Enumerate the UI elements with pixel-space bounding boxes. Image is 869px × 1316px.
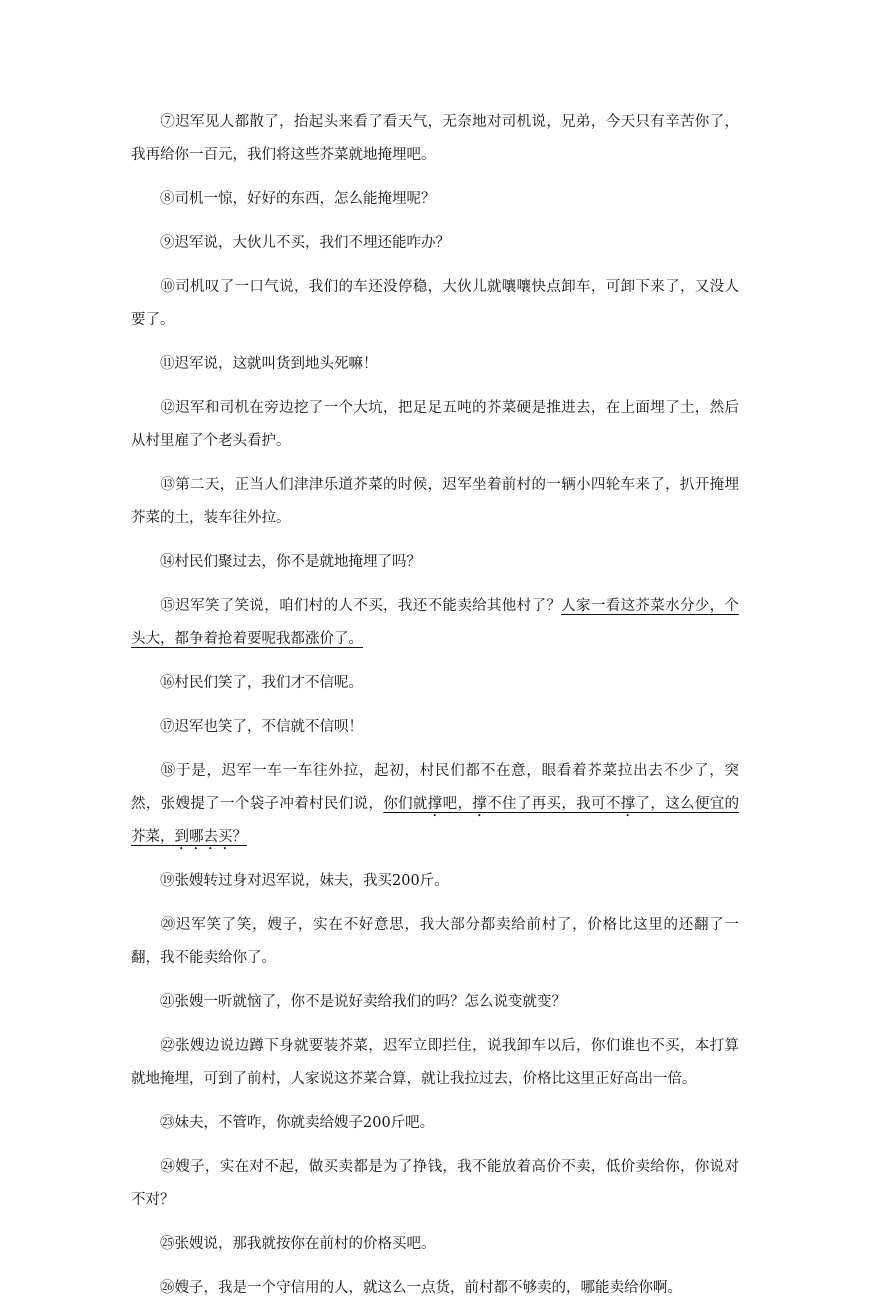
paragraph-24 xyxy=(131,1151,739,1217)
paragraph-25 xyxy=(131,1228,739,1261)
paragraph-19-text: ⑲张嫂转过身对迟军说，妹夫，我买200斤。 xyxy=(160,873,449,889)
paragraph-8-text: ⑧司机一惊，好好的东西，怎么能掩埋呢？ xyxy=(160,191,436,207)
paragraph-7 xyxy=(131,106,739,172)
paragraph-24-text: ㉔嫂子，实在对不起，做买卖都是为了挣钱，我不能放着高价不卖，低价卖给你，你说对不对？ xyxy=(131,1159,739,1208)
paragraph-23 xyxy=(131,1107,739,1140)
paragraph-8 xyxy=(131,183,739,216)
document-page xyxy=(131,106,739,1316)
paragraph-16-text: ⑯村民们笑了，我们才不信呢。 xyxy=(160,675,363,691)
paragraph-26 xyxy=(131,1272,739,1305)
paragraph-18-text: ⑱于是，迟军一车一车往外拉，起初，村民们都不在意，眼看着芥菜拉出去不少了，突然，张嫂提了一个袋子冲着村民们说， xyxy=(131,763,739,812)
underlined-sentence-15: 人家一看这芥菜水分少，个头大，都争着抢着要呢我都涨价了。 xyxy=(131,598,740,647)
underlined-part-4: 了，这么便宜的芥菜， xyxy=(131,796,740,845)
paragraph-21-text: ㉑张嫂一听就恼了，你不是说好卖给我们的吗？怎么说变就变？ xyxy=(160,994,566,1010)
paragraph-13-text: ⑬第二天，正当人们津津乐道芥菜的时候，迟军坐着前村的一辆小四轮车来了，扒开掩埋芥菜的土，装车往外拉。 xyxy=(131,477,739,526)
paragraph-15 xyxy=(131,590,739,656)
paragraph-20-text: ⑳迟军笑了笑，嫂子，实在不好意思，我大部分都卖给前村了，价格比这里的还翻了一翻，我不能卖给你了。 xyxy=(131,917,739,966)
paragraph-15-text: ⑮迟军笑了笑说，咱们村的人不买，我还不能卖给其他村了？ xyxy=(160,598,562,614)
paragraph-14-text: ⑭村民们聚过去，你不是就地掩埋了吗？ xyxy=(160,554,421,570)
paragraph-18 xyxy=(131,755,739,854)
paragraph-23-text: ㉓妹夫，不管咋，你就卖给嫂子200斤吧。 xyxy=(160,1115,435,1131)
paragraph-19 xyxy=(131,865,739,898)
underlined-part-5: ？ xyxy=(232,829,247,845)
paragraph-22-text: ㉒张嫂边说边蹲下身就要装芥菜，迟军立即拦住，说我卸车以后，你们谁也不买，本打算就地掩埋，可到了前村，人家说这芥菜合算，就让我拉过去，价格比这里正好高出一倍。 xyxy=(131,1038,739,1087)
paragraph-21 xyxy=(131,986,739,1019)
paragraph-12 xyxy=(131,392,739,458)
emphasized-word-3: 撑 xyxy=(620,796,636,812)
paragraph-25-text: ㉕张嫂说，那我就按你在前村的价格买吧。 xyxy=(160,1236,436,1252)
emphasized-word-2: 撑 xyxy=(472,796,488,812)
paragraph-10 xyxy=(131,271,739,337)
paragraph-13 xyxy=(131,469,739,535)
paragraph-26-text: ㉖嫂子，我是一个守信用的人，就这么一点货，前村都不够卖的，哪能卖给你啊。 xyxy=(160,1280,682,1296)
paragraph-22 xyxy=(131,1030,739,1096)
paragraph-11 xyxy=(131,348,739,381)
paragraph-14 xyxy=(131,546,739,579)
paragraph-11-text: ⑪迟军说，这就叫货到地头死嘛！ xyxy=(160,356,378,372)
paragraph-9 xyxy=(131,227,739,260)
paragraph-12-text: ⑫迟军和司机在旁边挖了一个大坑，把足足五吨的芥菜硬是推进去，在上面埋了土，然后从村里雇了个老头看护。 xyxy=(131,400,739,449)
paragraph-17 xyxy=(131,711,739,744)
underlined-part-3: 不住了再买，我可不 xyxy=(487,796,621,812)
emphasized-word-1: 撑 xyxy=(427,796,443,812)
paragraph-10-text: ⑩司机叹了一口气说，我们的车还没停稳，大伙儿就嚷嚷快点卸车，可卸下来了，又没人要了。 xyxy=(131,279,739,328)
underlined-part-2: 吧， xyxy=(442,796,473,812)
paragraph-9-text: ⑨迟军说，大伙儿不买，我们不埋还能咋办？ xyxy=(160,235,450,251)
paragraph-16 xyxy=(131,667,739,700)
paragraph-7-text: ⑦迟军见人都散了，抬起头来看了看天气，无奈地对司机说，兄弟，今天只有辛苦你了，我再给你一百元，我们将这些芥菜就地掩埋吧。 xyxy=(131,114,739,163)
underlined-part-1: 你们就 xyxy=(383,796,428,812)
paragraph-20 xyxy=(131,909,739,975)
emphasized-phrase-4: 到哪去买 xyxy=(174,829,233,845)
paragraph-17-text: ⑰迟军也笑了，不信就不信呗！ xyxy=(160,719,363,735)
